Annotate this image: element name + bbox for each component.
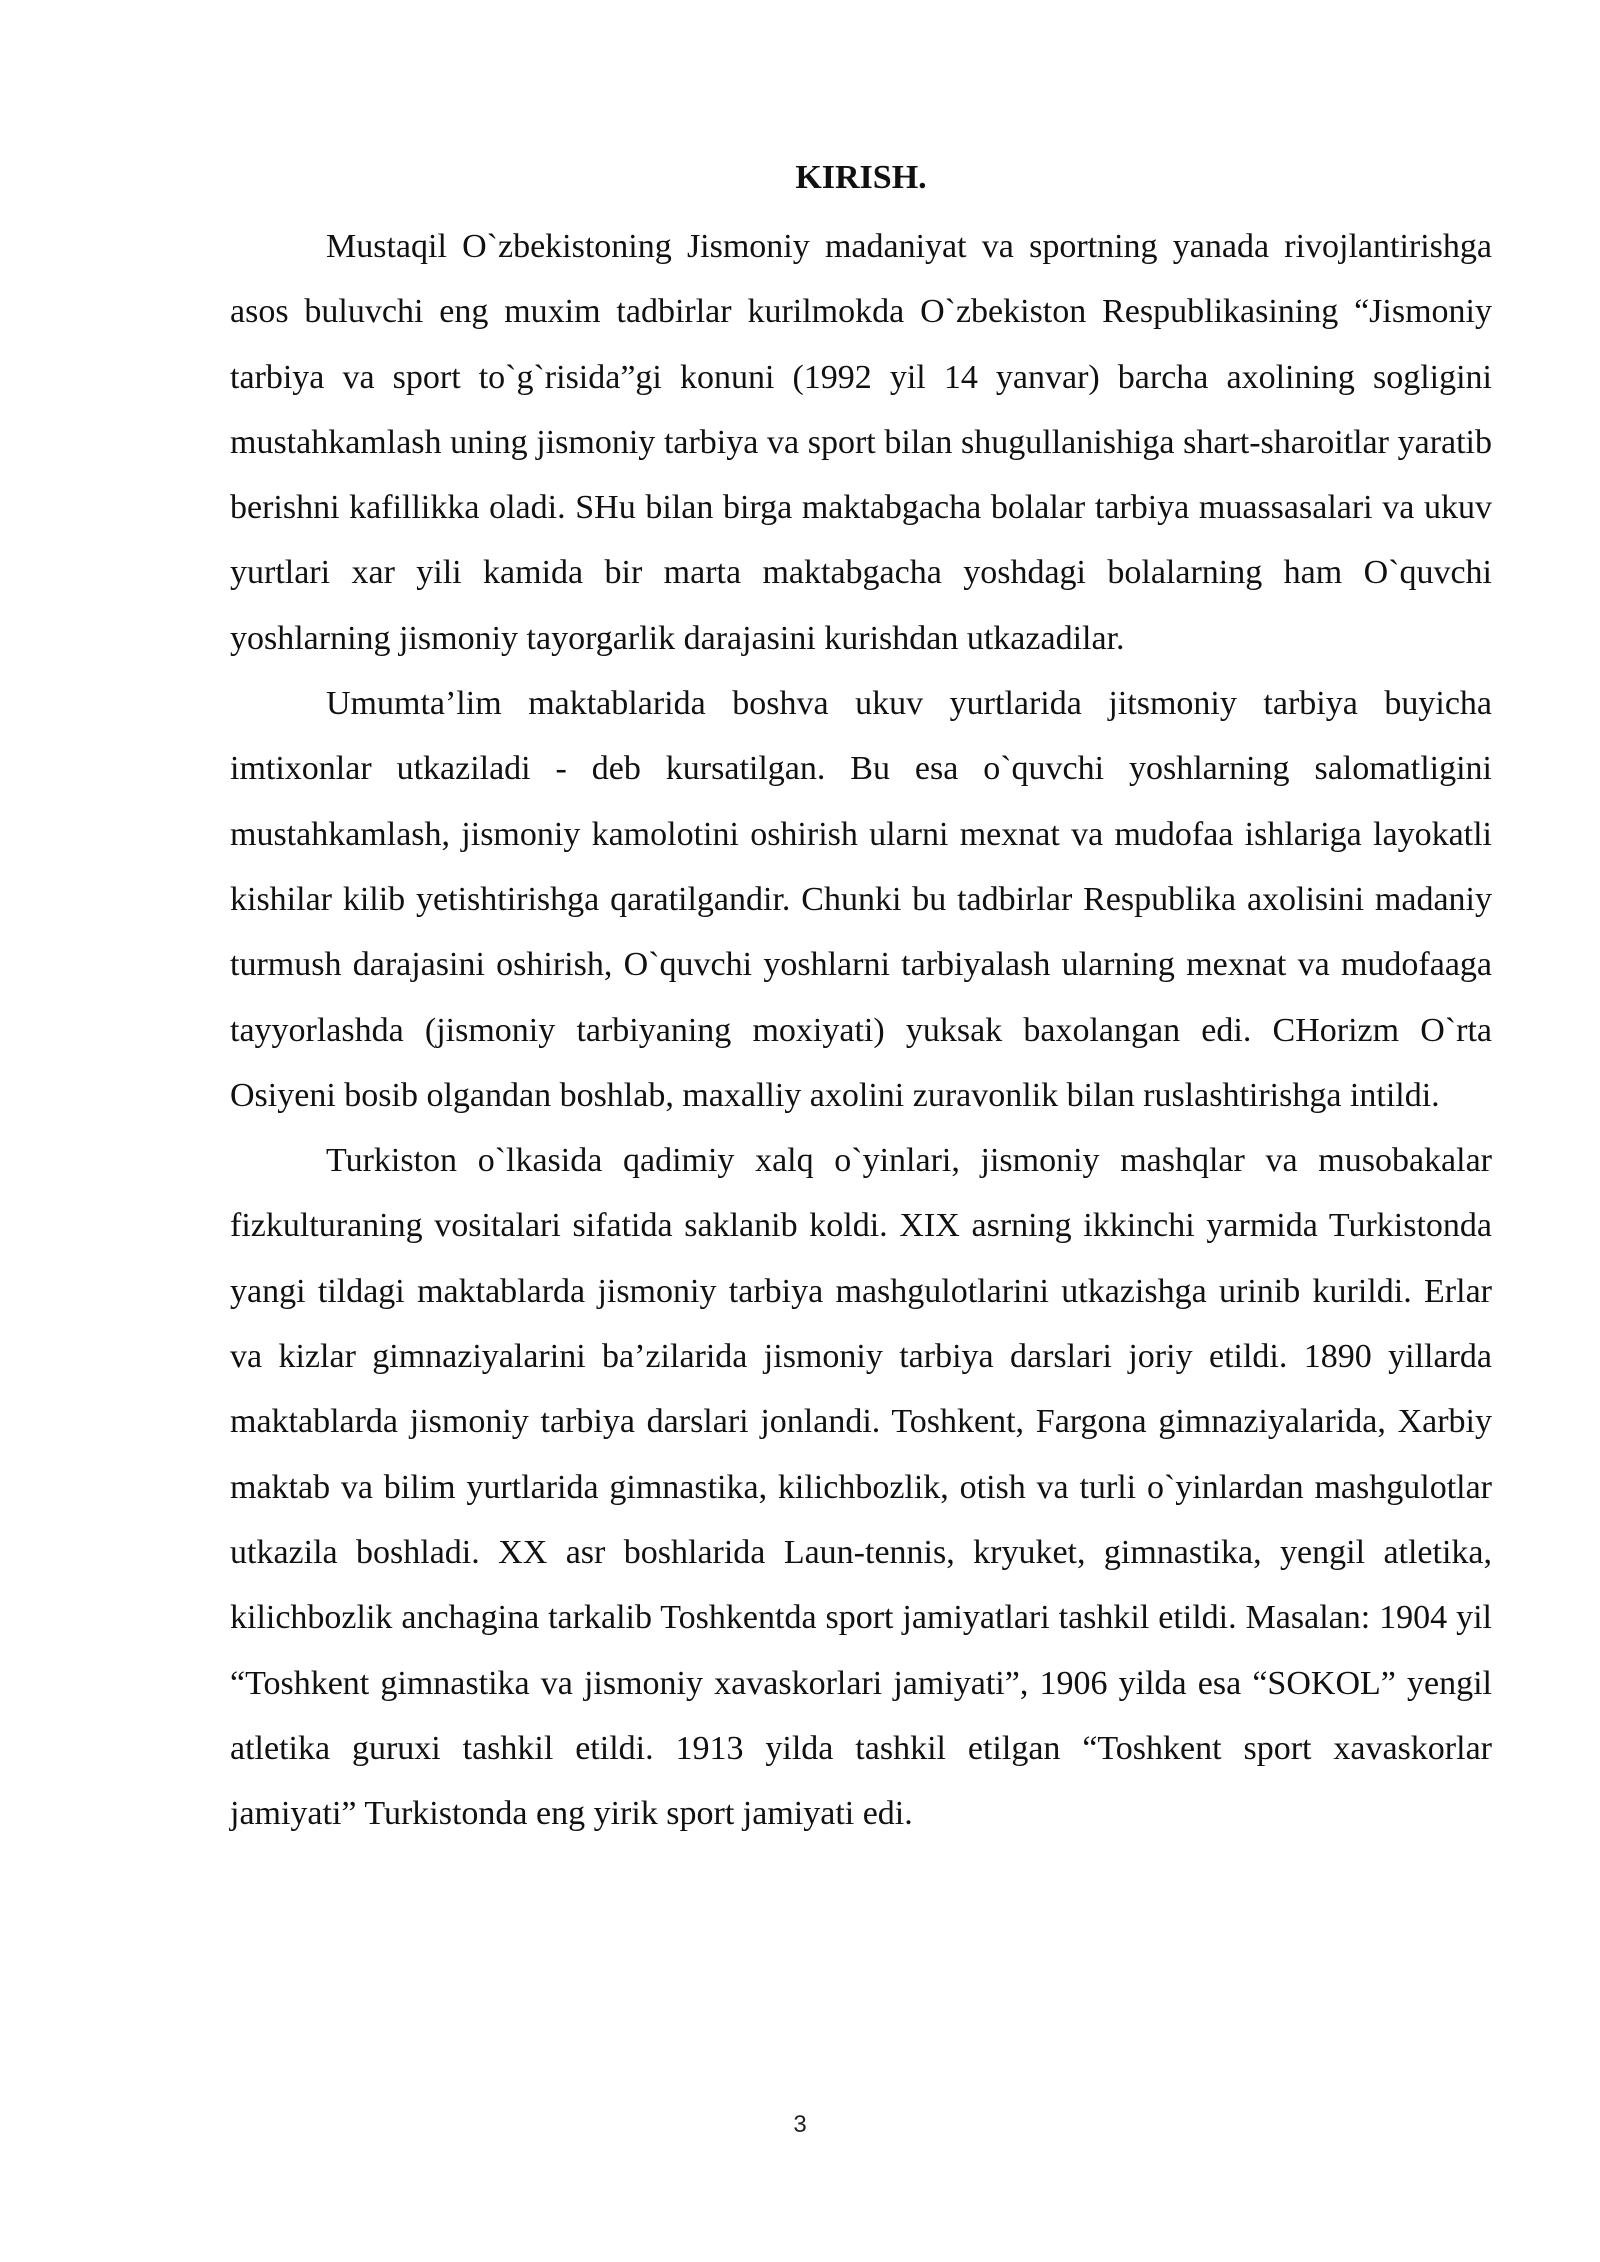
document-body xyxy=(230,148,1492,1846)
page-title: KIRISH. xyxy=(795,159,927,196)
paragraph-1: Mustaqil O`zbekistoning Jismoniy madaniyat va sportning yanada rivojlantirishga asos buluvchi eng muxim tadbirlar kurilmokda O`zbekiston Respublikasining “Jismoniy tarbiya va sport to`g`risida”gi konuni (1992 yil 14 yanvar) barcha axolining sogligini mustahkamlash uning jismoniy tarbiya va sport bilan shugullanishiga shart-sharoitlar yaratib berishni kafillikka oladi. SHu bilan birga maktabgacha bolalar tarbiya muassasalari va ukuv yurtlari xar yili kamida bir marta maktabgacha yoshdagi bolalarning ham O`quvchi yoshlarning jismoniy tayorgarlik darajasini kurishdan utkazadilar. xyxy=(230,228,1492,657)
page-number: 3 xyxy=(793,2111,807,2138)
paragraph-3: Turkiston o`lkasida qadimiy xalq o`yinlari, jismoniy mashqlar va musobakalar fizkulturaning vositalari sifatida saklanib koldi. XIX asrning ikkinchi yarmida Turkistonda yangi tildagi maktablarda jismoniy tarbiya mashgulotlarini utkazishga urinib kurildi. Erlar va kizlar gimnaziyalarini ba’zilarida jismoniy tarbiya darslari joriy etildi. 1890 yillarda maktablarda jismoniy tarbiya darslari jonlandi. Toshkent, Fargona gimnaziyalarida, Xarbiy maktab va bilim yurtlarida gimnastika, kilichbozlik, otish va turli o`yinlardan mashgulotlar utkazila boshladi. XX asr boshlarida Laun-tennis, kryuket, gimnastika, yengil atletika, kilichbozlik anchagina tarkalib Toshkentda sport jamiyatlari tashkil etildi. Masalan: 1904 yil “Toshkent gimnastika va jismoniy xavaskorlari jamiyati”, 1906 yilda esa “SOKOL” yengil atletika guruxi tashkil etildi. 1913 yilda tashkil etilgan “Toshkent sport xavaskorlar jamiyati” Turkistonda eng yirik sport jamiyati edi. xyxy=(230,1142,1492,1833)
paragraph-2: Umumta’lim maktablarida boshva ukuv yurtlarida jitsmoniy tarbiya buyicha imtixonlar utkaziladi - deb kursatilgan. Bu esa o`quvchi yoshlarning salomatligini mustahkamlash, jismoniy kamolotini oshirish ularni mexnat va mudofaa ishlariga layokatli kishilar kilib yetishtirishga qaratilgandir. Chunki bu tadbirlar Respublika axolisini madaniy turmush darajasini oshirish, O`quvchi yoshlarni tarbiyalash ularning mexnat va mudofaaga tayyorlashda (jismoniy tarbiyaning moxiyati) yuksak baxolangan edi. CHorizm O`rta Osiyeni bosib olgandan boshlab, maxalliy axolini zuravonlik bilan ruslashtirishga intildi. xyxy=(230,685,1492,1114)
